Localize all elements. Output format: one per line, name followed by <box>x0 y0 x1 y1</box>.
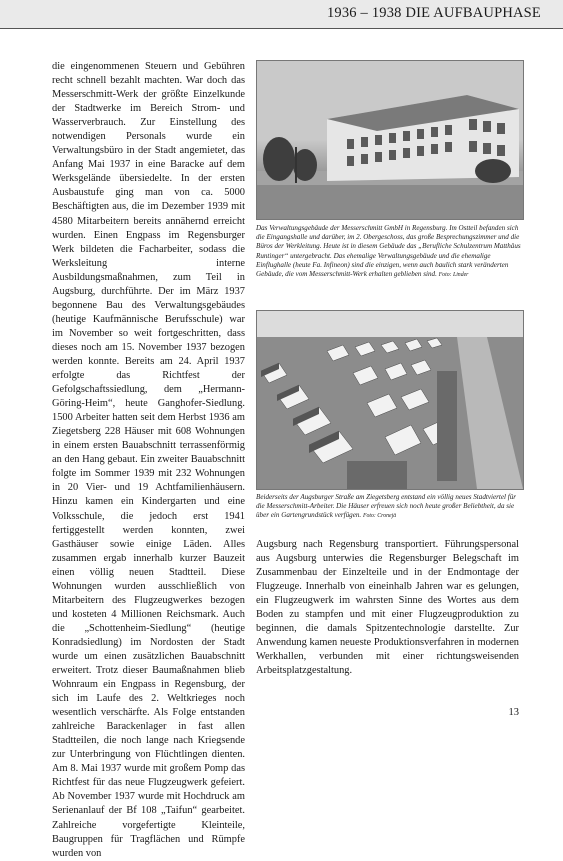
photo2-caption-text: Beiderseits der Augsburger Straße am Ziegetsberg entstand ein völlig neues Stadtviertel für die Messerschmitt-Arbeiter. Die Häuser erfreuen sich noch heute großer Beliebtheit, da sie über ein Gartengrundstück verfügen. <box>256 493 517 520</box>
photo2-caption <box>256 493 522 522</box>
right-text-column <box>256 538 519 678</box>
photo1-caption <box>256 224 522 280</box>
photo1-credit: Foto: Linder <box>438 272 469 279</box>
body-text-left: die eingenommenen Steuern und Gebühren recht schnell bezahlt machten. War doch das Messerschmitt-Werk der größte Einzelkunde der Stadtwerke im Bereich Strom- und Wasserverbrauch. Zur Einstellung des notwendigen Personals wurde ein Verwaltungsbüro in der Stadt angemietet, das Anfang Mai 1937 in eine Baracke auf dem Werksgelände übersiedelte. In der ersten Ausbaustufe ging man von ca. 5000 Beschäftigten aus, die im Dezember 1939 mit 4580 Mitarbeitern bereits annähernd erreicht wurden. Einen Engpass im Regensburger Werk bildeten die Facharbeiter, sodass die Werksleitung interne Ausbildungsmaßnahmen, zum Teil in Augsburg, durchführte. Der im März 1937 begonnene Bau des Verwaltungsgebäudes (heutige Kaufmännische Berufsschule) war im November so weit fortgeschritten, dass dieses noch am 15. November 1937 bezogen werden konnte. Bereits am 24. April 1937 erfolgte das Richtfest der Gefolgschaftssiedlung, dem „Hermann-Göring-Heim“, heute Ganghofer-Siedlung. 1500 Arbeiter hatten seit dem Herbst 1936 am Ziegetsberg 228 Häuser mit 608 Wohnungen in einem ersten Bauabschnitt terrassenförmig an den Hang gebaut. Ein zweiter Bauabschnitt folgte im Sommer 1939 mit 232 Wohnungen in 20 Vier- und 19 Achtfamilienhäusern. Hinzu kamen ein Kindergarten und eine Volksschule, die jedoch erst 1941 fertiggestellt werden konnten, zwei Gasthäuser sowie einige Läden. Alles zusammen ergab innerhalb kurzer Bauzeit einen völlig neuen Stadtteil. Diese Wohnungen wurden ausschließlich von Mitarbeitern des Flugzeugwerkes bezogen und kosteten 4 Millionen Reichsmark. Auch die „Schottenheim-Siedlung“ (heutige Konradsiedlung) im Nordosten der Stadt wurde um einen zusätzlichen Bauabschnitt erweitert. Trotz dieser Baumaßnahmen blieb Wohnraum ein Engpass in Regensburg, der sich im Laufe des 2. Weltkrieges noch wesentlich verschärfte. Als Folge entstanden zahlreiche Barackenlager in fast allen Stadtteilen, die noch lange nach Kriegsende zur Unterbringung von Flüchtlingen dienten. Am 8. Mai 1937 wurde mit großem Pomp das Richtfest für das neue Flugzeugwerk gefeiert. Ab November 1937 wurde mit Hochdruck am Serienanlauf der Bf 108 „Taifun“ gearbeitet. Zahlreiche vorgefertigte Kleinteile, Baugruppen für Tragflächen und Rümpfe wurden von <box>52 61 245 859</box>
running-header <box>0 0 563 29</box>
photo2-credit: Foto: Cronejä <box>362 513 397 520</box>
photo1-caption-text: Das Verwaltungsgebäude der Messerschmitt GmbH in Regensburg. Im Ostteil befanden sich die Eingangshalle und darüber, im 2. Obergeschoss, das große Besprechungszimmer und die Büros der Werkleitung. Heute ist in diesem Gebäude das „Berufliche Schulzentrum Matthäus Runtinger“ untergebracht. Das ehemalige Verwaltungsgebäude und die ehemalige Einflughalle (heute Fa. Infineon) sind die einzigen, wenn auch baulich stark veränderten Gebäude, die vom Messerschmitt-Werk erhalten geblieben sind. <box>256 224 521 279</box>
administration-building-photo <box>256 60 524 220</box>
body-text-right: Augsburg nach Regensburg transportiert. Führungspersonal aus Augsburg unterwies die Regensburger Belegschaft im Zusammenbau der Einzelteile und in der Endmontage der Flugzeuge. Innerhalb von eineinhalb Jahren war es gelungen, ein Flugzeugwerk im wahrsten Sinne des Wortes aus dem Boden zu stampfen und mit einer Flugzeugproduktion zu beginnen, die damals Spitzentechnologie darstellte. Zur Anwendung kamen neueste Produktionsverfahren in modernen Werkhallen, verbunden mit einer richtungsweisenden Arbeitsplatzgestaltung. <box>256 539 519 677</box>
left-text-column <box>52 60 245 861</box>
page-number: 13 <box>508 707 519 718</box>
chapter-title: 1936 – 1938 DIE AUFBAUPHASE <box>326 5 541 21</box>
settlement-aerial-photo <box>256 310 524 490</box>
